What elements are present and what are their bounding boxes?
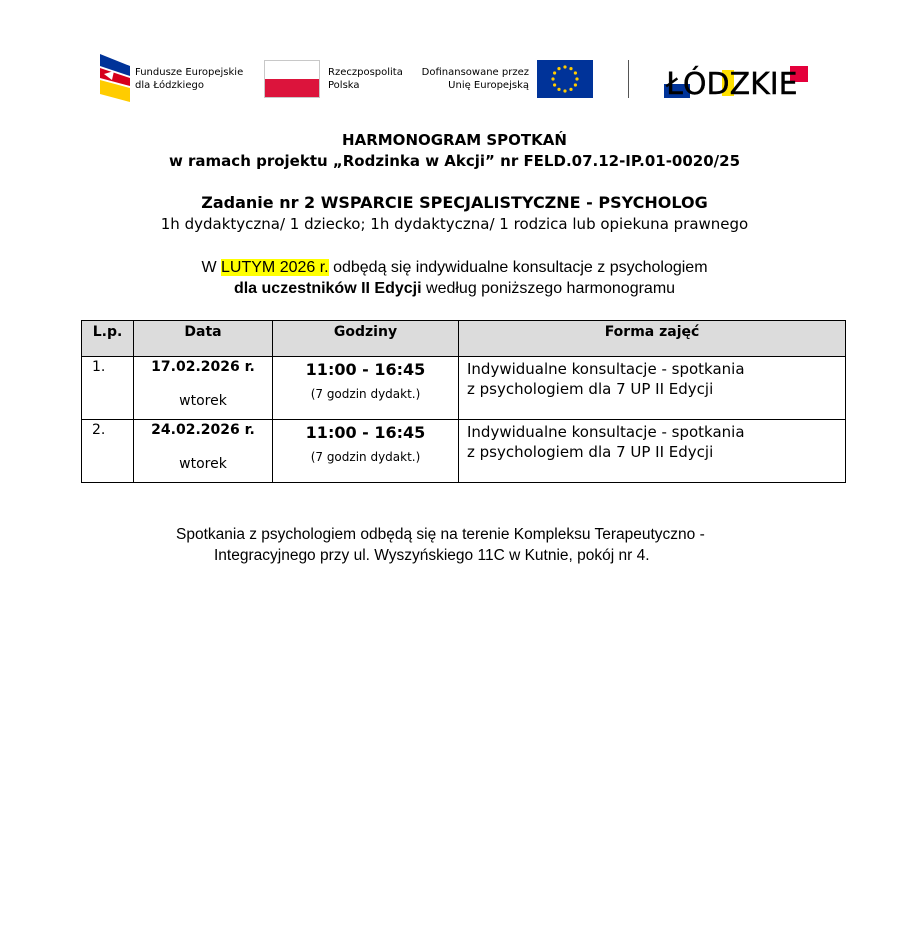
footer-line-2: Integracyjnego przy ul. Wyszyńskiego 11C w Kutnie, pokój nr 4. <box>214 547 650 564</box>
fe-line1: Fundusze Europejskie <box>135 67 244 78</box>
logo-divider <box>628 60 629 98</box>
row-time: 11:00 - 16:45 <box>305 423 426 442</box>
intro-line2-rest: według poniższego harmonogramu <box>421 280 676 297</box>
schedule-table <box>81 320 846 483</box>
logo-bar <box>0 50 909 110</box>
row-time-note: (7 godzin dydakt.) <box>310 387 421 401</box>
row-time-cell <box>273 420 459 483</box>
row-date: 17.02.2026 r. <box>151 359 255 375</box>
project-subtitle: w ramach projektu „Rodzinka w Akcji” nr FELD.07.12-IP.01-0020/25 <box>168 152 741 170</box>
fe-logo-text <box>135 66 243 92</box>
pl-line1: Rzeczpospolita <box>328 67 403 78</box>
row-lp: 2. <box>82 420 134 483</box>
row-date-cell <box>134 420 273 483</box>
header-date: Data <box>134 321 273 357</box>
row-weekday: wtorek <box>179 393 227 409</box>
pl-line2: Polska <box>328 80 360 91</box>
header-form: Forma zajęć <box>459 321 846 357</box>
eu-line2: Unię Europejską <box>448 80 529 91</box>
row-form-cell <box>459 357 846 420</box>
row-lp: 1. <box>82 357 134 420</box>
row-time-cell <box>273 357 459 420</box>
row-weekday: wtorek <box>179 456 227 472</box>
participants-bold: dla uczestników II Edycji <box>233 280 422 297</box>
poland-flag-icon <box>264 60 320 98</box>
row-date-cell <box>134 357 273 420</box>
intro-line-1 <box>0 259 909 277</box>
task-heading: Zadanie nr 2 WSPARCIE SPECJALISTYCZNE - PSYCHOLOG <box>201 193 708 212</box>
intro-prefix: W <box>201 259 222 276</box>
row-form-cell <box>459 420 846 483</box>
table-row <box>82 420 846 483</box>
row-form-line1: Indywidualne konsultacje - spotkania <box>467 360 745 378</box>
hours-info: 1h dydaktyczna/ 1 dziecko; 1h dydaktyczna/ 1 rodzica lub opiekuna prawnego <box>160 215 749 233</box>
lodzkie-logo-icon <box>664 60 810 100</box>
intro-line-2 <box>0 280 909 298</box>
fundusze-europejskie-logo-icon <box>100 54 130 102</box>
eu-line1: Dofinansowane przez <box>421 67 529 78</box>
table-header-row <box>82 321 846 357</box>
row-form-line2: z psychologiem dla 7 UP II Edycji <box>467 380 714 398</box>
row-time-note: (7 godzin dydakt.) <box>310 450 421 464</box>
month-highlight: LUTYM 2026 r. <box>221 259 329 276</box>
row-form-line2: z psychologiem dla 7 UP II Edycji <box>467 443 714 461</box>
header-lp: L.p. <box>82 321 134 357</box>
fe-line2: dla Łódzkiego <box>135 80 204 91</box>
intro-rest: odbędą się indywidualne konsultacje z psychologiem <box>328 259 708 276</box>
document-title: HARMONOGRAM SPOTKAŃ <box>342 131 567 149</box>
lodzkie-logo-text: ŁÓDZKIE <box>666 67 798 100</box>
row-time: 11:00 - 16:45 <box>305 360 426 379</box>
row-form-line1: Indywidualne konsultacje - spotkania <box>467 423 745 441</box>
eu-logo-text <box>405 66 529 92</box>
footer-line-1: Spotkania z psychologiem odbędą się na terenie Kompleksu Terapeutyczno - <box>176 526 705 543</box>
pl-logo-text <box>328 66 403 92</box>
header-hours: Godziny <box>273 321 459 357</box>
row-date: 24.02.2026 r. <box>151 422 255 438</box>
table-row <box>82 357 846 420</box>
eu-flag-icon <box>537 60 593 98</box>
